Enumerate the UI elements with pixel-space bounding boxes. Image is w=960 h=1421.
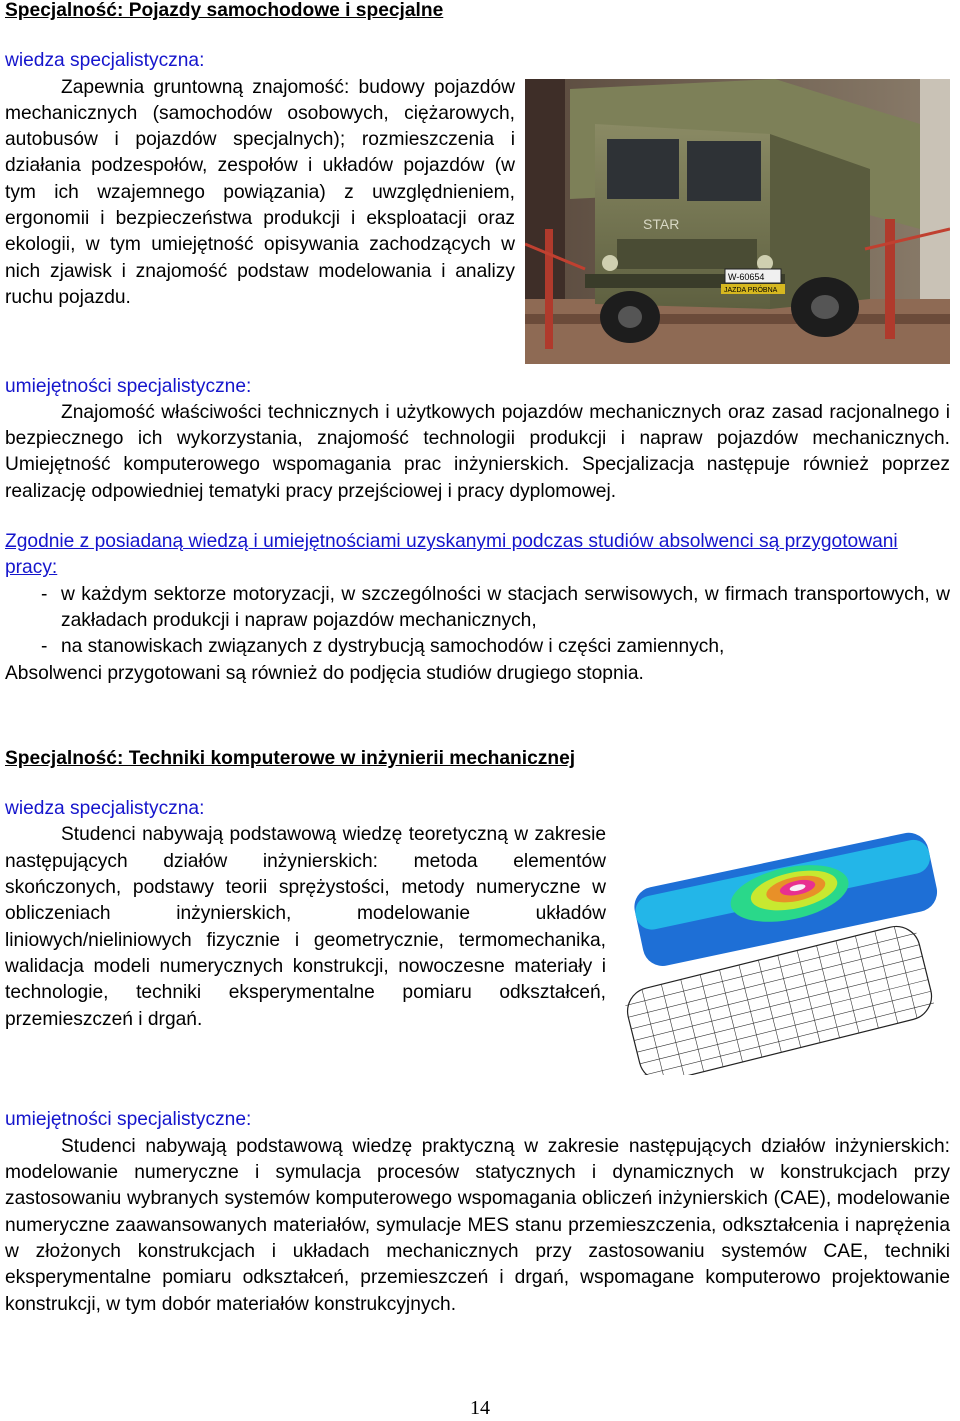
test-drive-sign: JAZDA PRÓBNA bbox=[724, 286, 778, 294]
graduates-list bbox=[5, 582, 950, 661]
section1-heading: Specjalność: Pojazdy samochodowe i specjalne bbox=[5, 0, 444, 21]
document-page bbox=[5, 0, 950, 1318]
section1-skills-label: umiejętności specjalistyczne: bbox=[5, 375, 252, 397]
section2-knowledge-label: wiedza specjalistyczna: bbox=[5, 798, 205, 820]
truck-photo bbox=[525, 79, 950, 364]
section1-knowledge-label: wiedza specjalistyczna: bbox=[5, 50, 205, 72]
page-number: 14 bbox=[470, 1397, 490, 1419]
list-item: - na stanowiskach związanych z dystrybucją samochodów i części zamiennych, bbox=[5, 634, 950, 660]
section2-skills-label: umiejętności specjalistyczne: bbox=[5, 1109, 252, 1131]
section1-skills-text: Znajomość właściwości technicznych i użytkowych pojazdów mechanicznych oraz zasad racjonalnego i bezpiecznego ich wykorzystania, znajomość technologii produkcji i napraw pojazdów mechanicznych. Umiejętność komputerowego wspomagania prac inżynierskich. Specjalizacja następuje również poprzez realizację odpowiedniej tematyki pracy przejściowej i pracy dyplomowej. bbox=[5, 401, 950, 502]
fem-model-illustration bbox=[620, 830, 950, 1075]
section2-knowledge-text: Studenci nabywają podstawową wiedzę teoretyczną w zakresie następujących działów inżynierskich: metoda elementów skończonych, podstawy teorii sprężystości, metody numeryczne w obliczeniach inżynierskich, modelowanie układów liniowych/nieliniowych fizycznie i geometrycznie, termomechanika, walidacja modeli numerycznych konstrukcji, nowoczesne materiały i technologie, techniki eksperymentalne pomiaru odkształceń, przemieszczeń i drgań. bbox=[5, 824, 606, 1030]
section1-graduates-label: Zgodnie z posiadaną wiedzą i umiejętnościami uzyskanymi podczas studiów absolwenci są przygotowani pracy: bbox=[5, 531, 898, 579]
fem-cylinder-graphic bbox=[620, 830, 950, 1075]
section2-skills-text: Studenci nabywają podstawową wiedzę praktyczną w zakresie następujących działów inżynierskich: modelowanie numeryczne i symulacja procesów statycznych i dynamicznych w konstrukcjach przy zastosowaniu wybranych systemów komputerowego wspomagania obliczeń inżynierskich (CAE), modelowanie numeryczne zaawansowanych materiałów, symulacje MES stanu przemieszczenia, odkształcenia i naprężenia w złożonych konstrukcjach i układach mechanicznych przy zastosowaniu systemów CAE, techniki eksperymentalne pomiaru odkształceń, przemieszczeń i drgań, wspomagane komputerowo projektowanie konstrukcji, w tym dobór materiałów konstrukcyjnych. bbox=[5, 1135, 950, 1315]
truck-badge: STAR bbox=[643, 215, 680, 232]
section2-heading: Specjalność: Techniki komputerowe w inżynierii mechanicznej bbox=[5, 747, 576, 769]
truck-photo-illustration bbox=[525, 79, 950, 364]
section1-graduates-closing: Absolwenci przygotowani są również do podjęcia studiów drugiego stopnia. bbox=[5, 662, 644, 684]
license-plate: W-60654 bbox=[728, 271, 765, 282]
list-item: - w każdym sektorze motoryzacji, w szczególności w stacjach serwisowych, w firmach transportowych, w zakładach produkcji i napraw pojazdów mechanicznych, bbox=[5, 582, 950, 635]
section1-knowledge-text: Zapewnia gruntowną znajomość: budowy pojazdów mechanicznych (samochodów osobowych, ciężarowych, autobusów i pojazdów specjalnych); rozmieszczenia i działania podzespołów, zespołów i układów pojazdów (w tym ich wzajemnego powiązania) z uwzględnieniem, ergonomii i bezpieczeństwa produkcji i eksploatacji oraz ekologii, w tym umiejętność opisywania zachodzących w nich zjawisk i znajomość podstaw modelowania i analizy ruchu pojazdu. bbox=[5, 76, 515, 308]
